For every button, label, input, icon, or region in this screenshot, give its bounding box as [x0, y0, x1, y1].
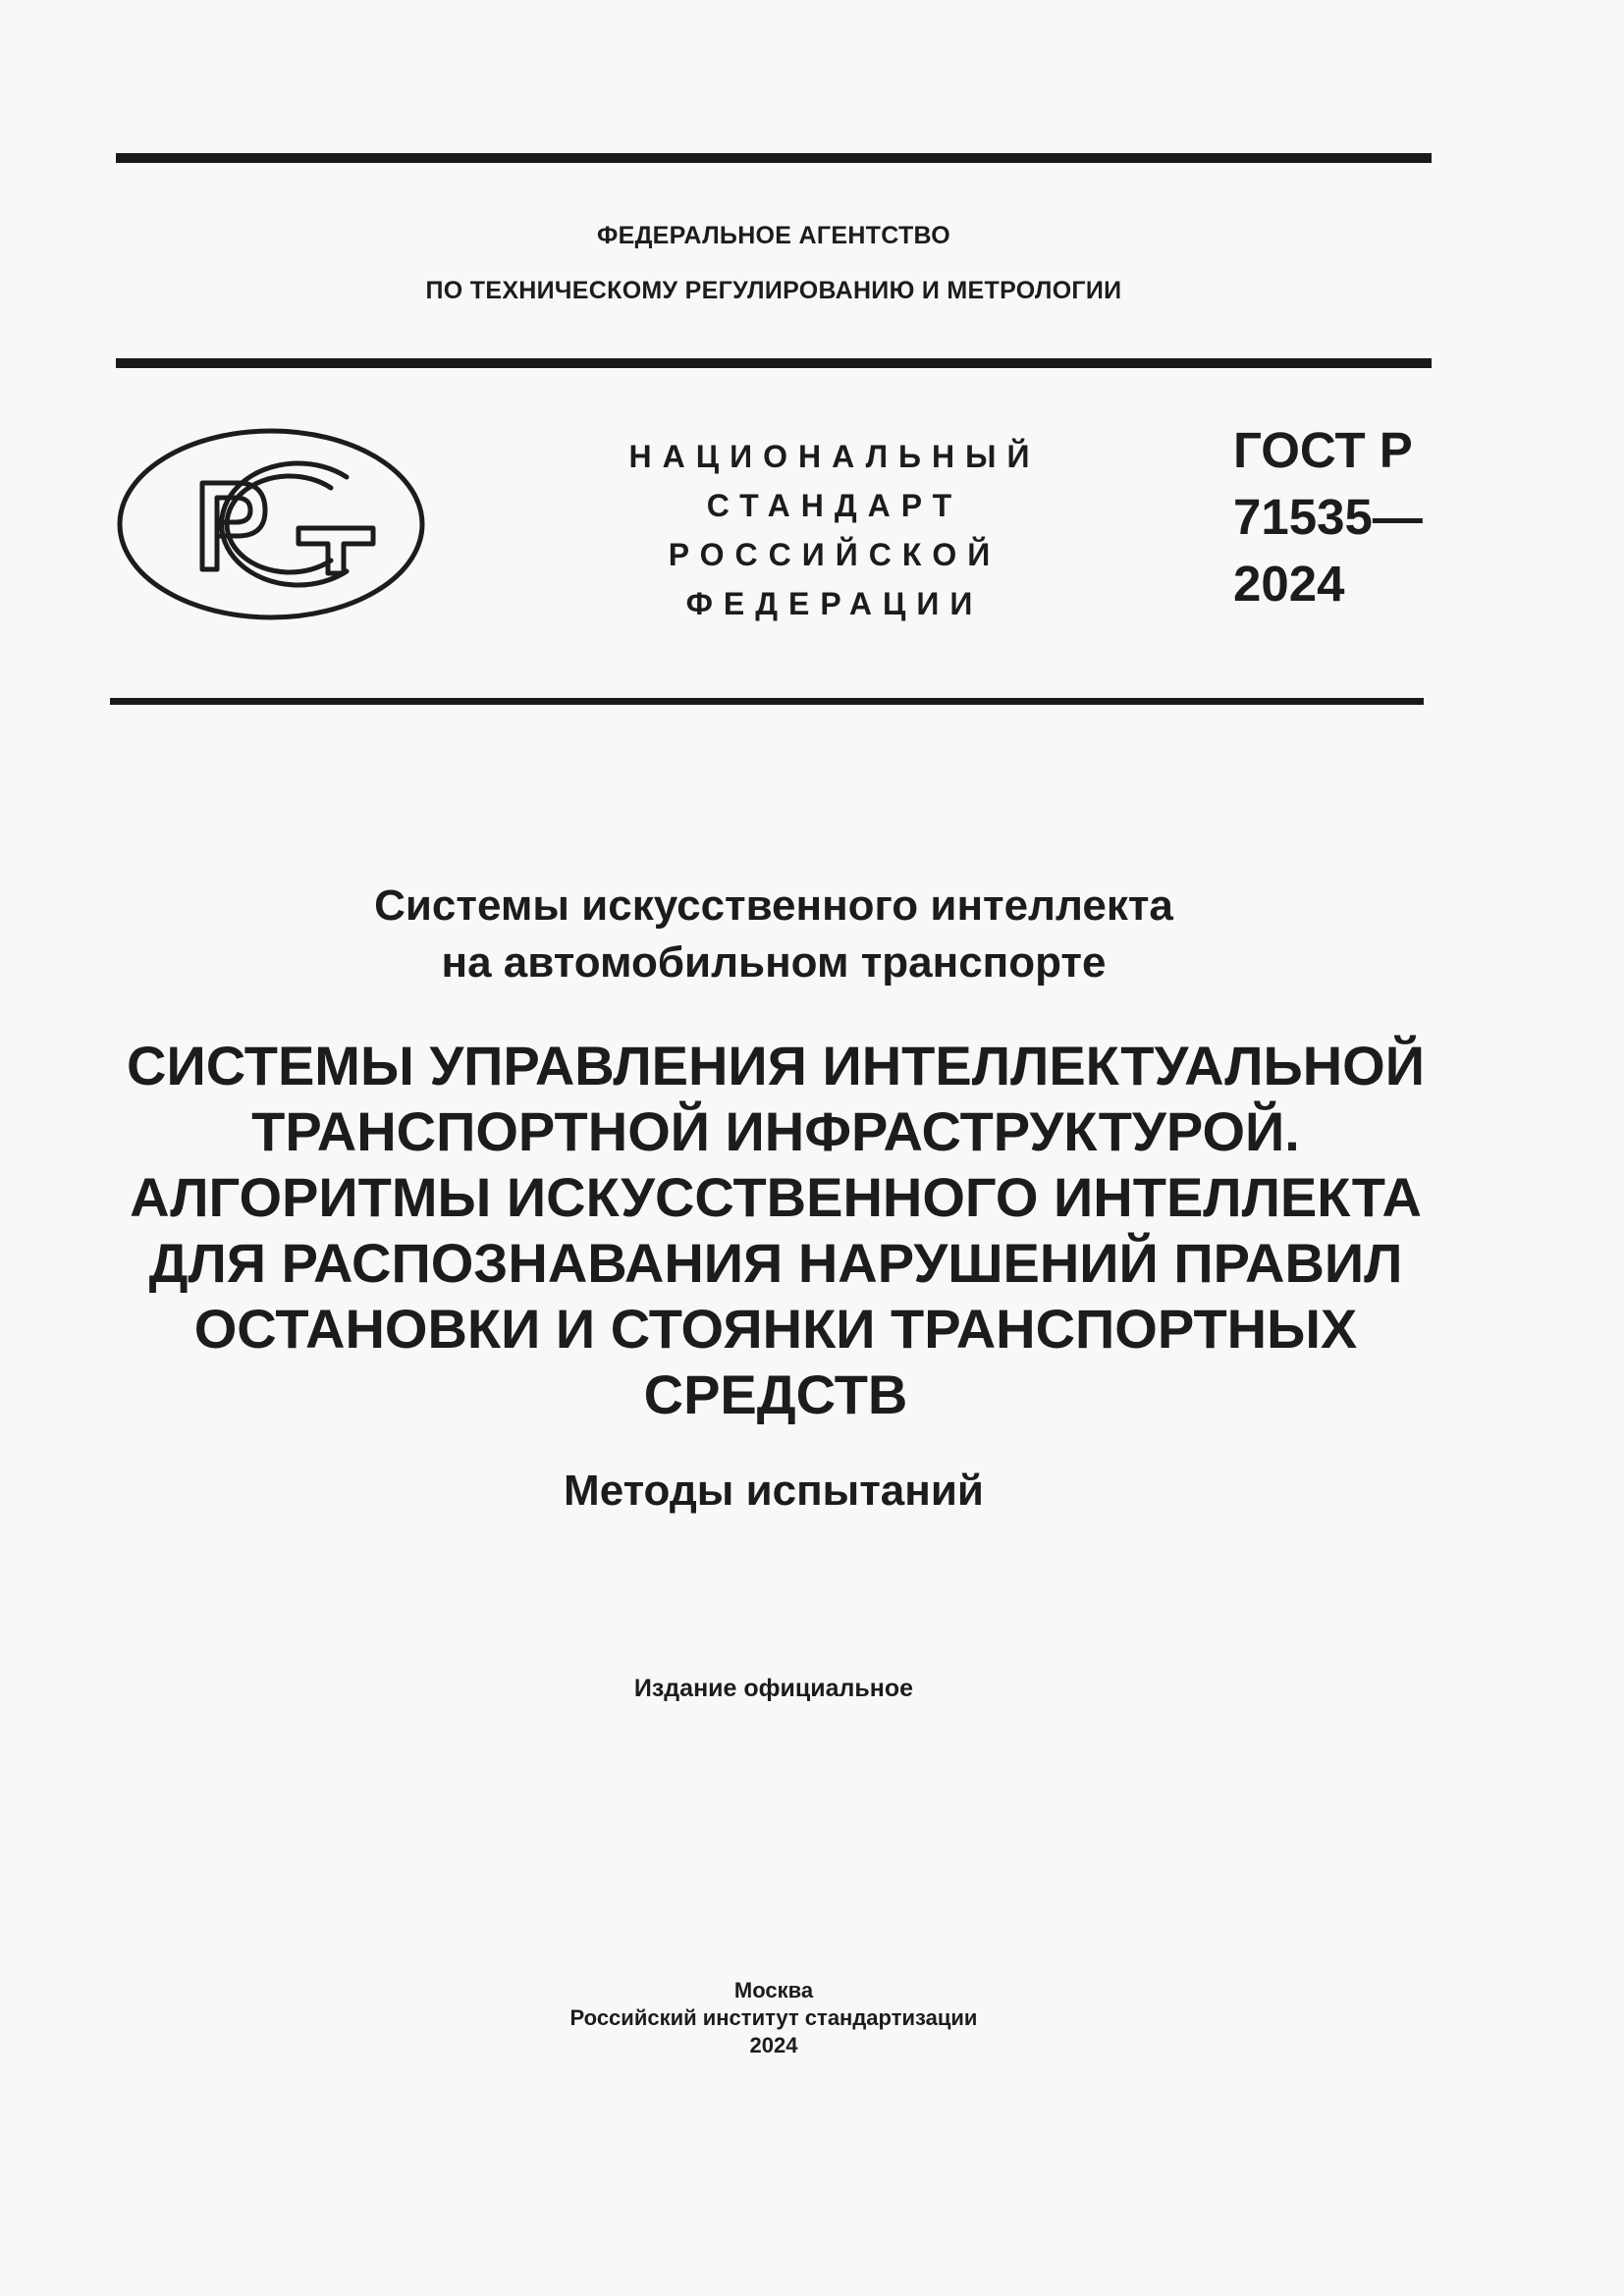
agency-name-line2: ПО ТЕХНИЧЕСКОМУ РЕГУЛИРОВАНИЮ И МЕТРОЛОГИИ [425, 277, 1122, 304]
national-standard-label [589, 432, 1080, 628]
document-title [98, 1033, 1453, 1427]
subtitle-line: на автомобильном транспорте [441, 938, 1107, 987]
title-line: СРЕДСТВ [643, 1363, 908, 1425]
imprint-city: Москва [733, 1978, 814, 2002]
title-line: ТРАНСПОРТНОЙ ИНФРАСТРУКТУРОЙ. [251, 1100, 1300, 1162]
designation-prefix: ГОСТ Р [1233, 422, 1413, 478]
national-standard-line: РОССИЙСКОЙ [668, 537, 1001, 572]
imprint-year: 2024 [749, 2033, 798, 2057]
national-standard-line: ФЕДЕРАЦИИ [685, 586, 984, 621]
top-rule [116, 153, 1432, 163]
standard-designation [1233, 417, 1423, 617]
bottom-rule [110, 698, 1424, 705]
national-standard-line: НАЦИОНАЛЬНЫЙ [628, 439, 1041, 474]
document-part-title: Методы испытаний [564, 1467, 984, 1515]
rst-certification-mark-icon [116, 426, 426, 622]
edition-note: Издание официальное [633, 1675, 914, 1702]
imprint [116, 1977, 1432, 2059]
subtitle-line: Системы искусственного интеллекта [374, 881, 1173, 930]
title-line: ДЛЯ РАСПОЗНАВАНИЯ НАРУШЕНИЙ ПРАВИЛ [148, 1232, 1403, 1294]
middle-rule [116, 358, 1432, 368]
designation-year: 2024 [1233, 556, 1345, 612]
designation-number: 71535— [1233, 489, 1423, 545]
agency-name-line1: ФЕДЕРАЛЬНОЕ АГЕНТСТВО [596, 222, 951, 249]
imprint-publisher: Российский институт стандартизации [569, 2005, 978, 2030]
title-line: АЛГОРИТМЫ ИСКУССТВЕННОГО ИНТЕЛЛЕКТА [130, 1166, 1422, 1228]
title-line: ОСТАНОВКИ И СТОЯНКИ ТРАНСПОРТНЫХ [193, 1298, 1358, 1360]
document-subtitle [116, 878, 1432, 991]
national-standard-line: СТАНДАРТ [706, 488, 963, 523]
title-line: СИСТЕМЫ УПРАВЛЕНИЯ ИНТЕЛЛЕКТУАЛЬНОЙ [127, 1035, 1425, 1096]
